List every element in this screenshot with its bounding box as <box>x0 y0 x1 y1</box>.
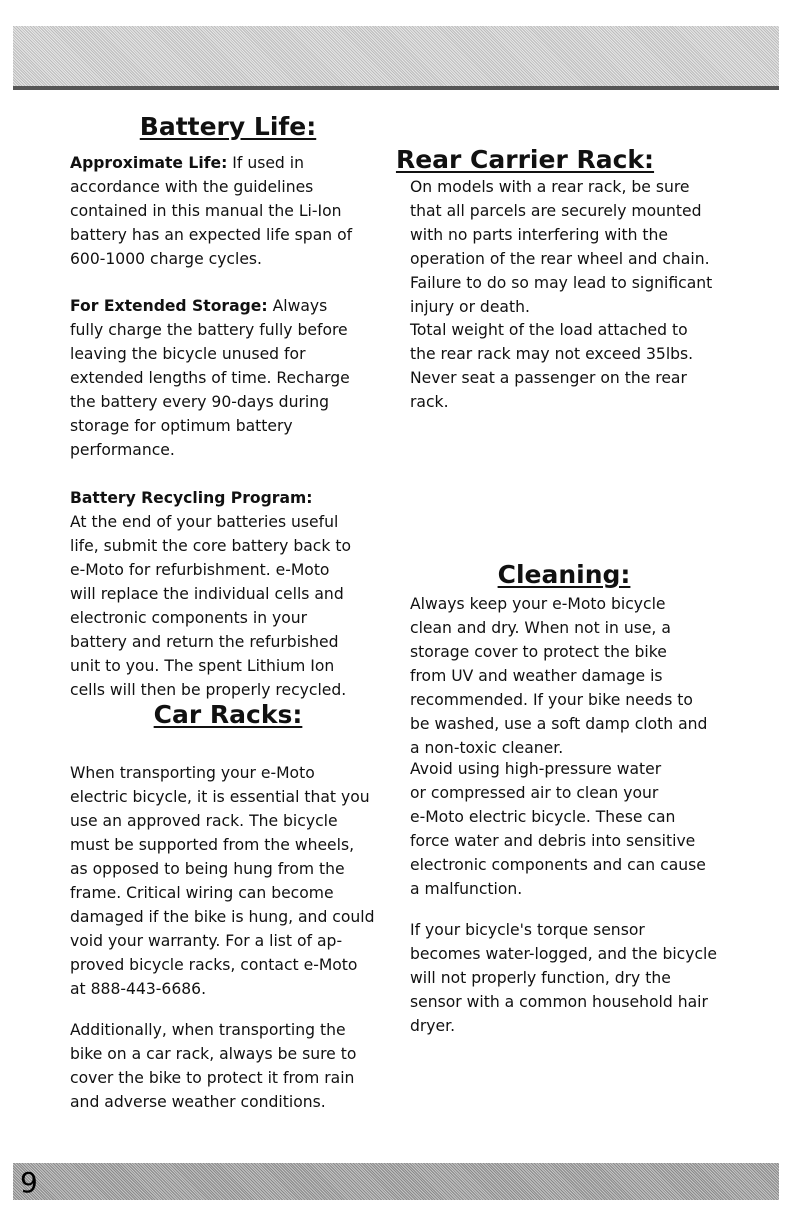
footer-band <box>13 1163 779 1200</box>
page-number: 9 <box>20 1166 38 1199</box>
car-racks-paragraph-2 <box>70 1018 356 1114</box>
text-line: will not properly function, dry the <box>410 969 671 987</box>
text-line: Failure to do so may lead to significant <box>410 274 713 292</box>
text-line <box>70 151 352 175</box>
text-line: fully charge the battery fully before <box>70 321 348 339</box>
text-line: electric bicycle, it is essential that you <box>70 788 370 806</box>
text-line: or compressed air to clean your <box>410 784 659 802</box>
rear-rack-paragraph-1 <box>410 175 712 319</box>
text-line: If your bicycle's torque sensor <box>410 921 645 939</box>
text-line: force water and debris into sensitive <box>410 832 696 850</box>
text-line: a malfunction. <box>410 880 523 898</box>
text-line: recommended. If your bike needs to <box>410 691 693 709</box>
text-line: Total weight of the load attached to <box>410 321 688 339</box>
text-line: 600-1000 charge cycles. <box>70 250 263 268</box>
text-line: void your warranty. For a list of ap- <box>70 932 343 950</box>
text-line: electronic components in your <box>70 609 308 627</box>
text-line: use an approved rack. The bicycle <box>70 812 338 830</box>
text-line: cells will then be properly recycled. <box>70 681 347 699</box>
text-line: Additionally, when transporting the <box>70 1021 346 1039</box>
text-line: will replace the individual cells and <box>70 585 344 603</box>
text-line: damaged if the bike is hung, and could <box>70 908 375 926</box>
text-line: clean and dry. When not in use, a <box>410 619 671 637</box>
battery-recycling-paragraph <box>70 486 351 702</box>
paragraph-label: Approximate Life: <box>70 154 228 172</box>
cleaning-paragraph-2 <box>410 757 706 901</box>
text-line: operation of the rear wheel and chain. <box>410 250 710 268</box>
car-racks-paragraph-1 <box>70 761 375 1001</box>
text-line: frame. Critical wiring can become <box>70 884 334 902</box>
cleaning-paragraph-3 <box>410 918 717 1038</box>
text-line: and adverse weather conditions. <box>70 1093 326 1111</box>
text-line <box>70 294 350 318</box>
text-line: leaving the bicycle unused for <box>70 345 306 363</box>
text-line: battery and return the refurbished <box>70 633 339 651</box>
text-line: the battery every 90-days during <box>70 393 329 411</box>
cleaning-paragraph-1 <box>410 592 707 760</box>
text-line: battery has an expected life span of <box>70 226 353 244</box>
text-line: e-Moto electric bicycle. These can <box>410 808 676 826</box>
text-line: as opposed to being hung from the <box>70 860 345 878</box>
text-line: e-Moto for refurbishment. e-Moto <box>70 561 330 579</box>
text-line: cover the bike to protect it from rain <box>70 1069 355 1087</box>
text-line: unit to you. The spent Lithium Ion <box>70 657 335 675</box>
header-band <box>13 26 779 90</box>
text-line: from UV and weather damage is <box>410 667 663 685</box>
text-line: bike on a car rack, always be sure to <box>70 1045 357 1063</box>
text-line: the rear rack may not exceed 35lbs. <box>410 345 694 363</box>
text-line: be washed, use a soft damp cloth and <box>410 715 708 733</box>
text-line: sensor with a common household hair <box>410 993 708 1011</box>
cleaning-heading: Cleaning: <box>497 560 631 589</box>
text-line: becomes water-logged, and the bicycle <box>410 945 717 963</box>
text-line: that all parcels are securely mounted <box>410 202 702 220</box>
battery-life-heading: Battery Life: <box>139 112 317 141</box>
text-line: performance. <box>70 441 175 459</box>
text-line: dryer. <box>410 1017 456 1035</box>
text-line: injury or death. <box>410 298 530 316</box>
text-line: electronic components and can cause <box>410 856 706 874</box>
text-line-rest: If used in <box>227 154 304 172</box>
text-line: life, submit the core battery back to <box>70 537 351 555</box>
paragraph-label: Battery Recycling Program: <box>70 489 313 507</box>
text-line: contained in this manual the Li-Ion <box>70 202 342 220</box>
text-line: must be supported from the wheels, <box>70 836 355 854</box>
text-line: Never seat a passenger on the rear <box>410 369 687 387</box>
text-line: rack. <box>410 393 449 411</box>
text-line: accordance with the guidelines <box>70 178 314 196</box>
text-line: On models with a rear rack, be sure <box>410 178 690 196</box>
text-line: storage cover to protect the bike <box>410 643 667 661</box>
text-line: Always keep your e-Moto bicycle <box>410 595 666 613</box>
car-racks-heading: Car Racks: <box>153 700 303 729</box>
text-line: a non-toxic cleaner. <box>410 739 564 757</box>
text-line: proved bicycle racks, contact e-Moto <box>70 956 358 974</box>
text-line: When transporting your e-Moto <box>70 764 315 782</box>
text-line-rest: Always <box>267 297 328 315</box>
rear-carrier-rack-heading: Rear Carrier Rack: <box>395 145 655 174</box>
text-line: at 888-443-6686. <box>70 980 207 998</box>
approximate-life-paragraph <box>70 151 352 271</box>
rear-rack-paragraph-2 <box>410 318 693 414</box>
text-line: extended lengths of time. Recharge <box>70 369 350 387</box>
text-line: At the end of your batteries useful <box>70 513 339 531</box>
extended-storage-paragraph <box>70 294 350 462</box>
text-line: storage for optimum battery <box>70 417 293 435</box>
text-line: Avoid using high-pressure water <box>410 760 662 778</box>
text-line: with no parts interfering with the <box>410 226 669 244</box>
paragraph-label: For Extended Storage: <box>70 297 268 315</box>
